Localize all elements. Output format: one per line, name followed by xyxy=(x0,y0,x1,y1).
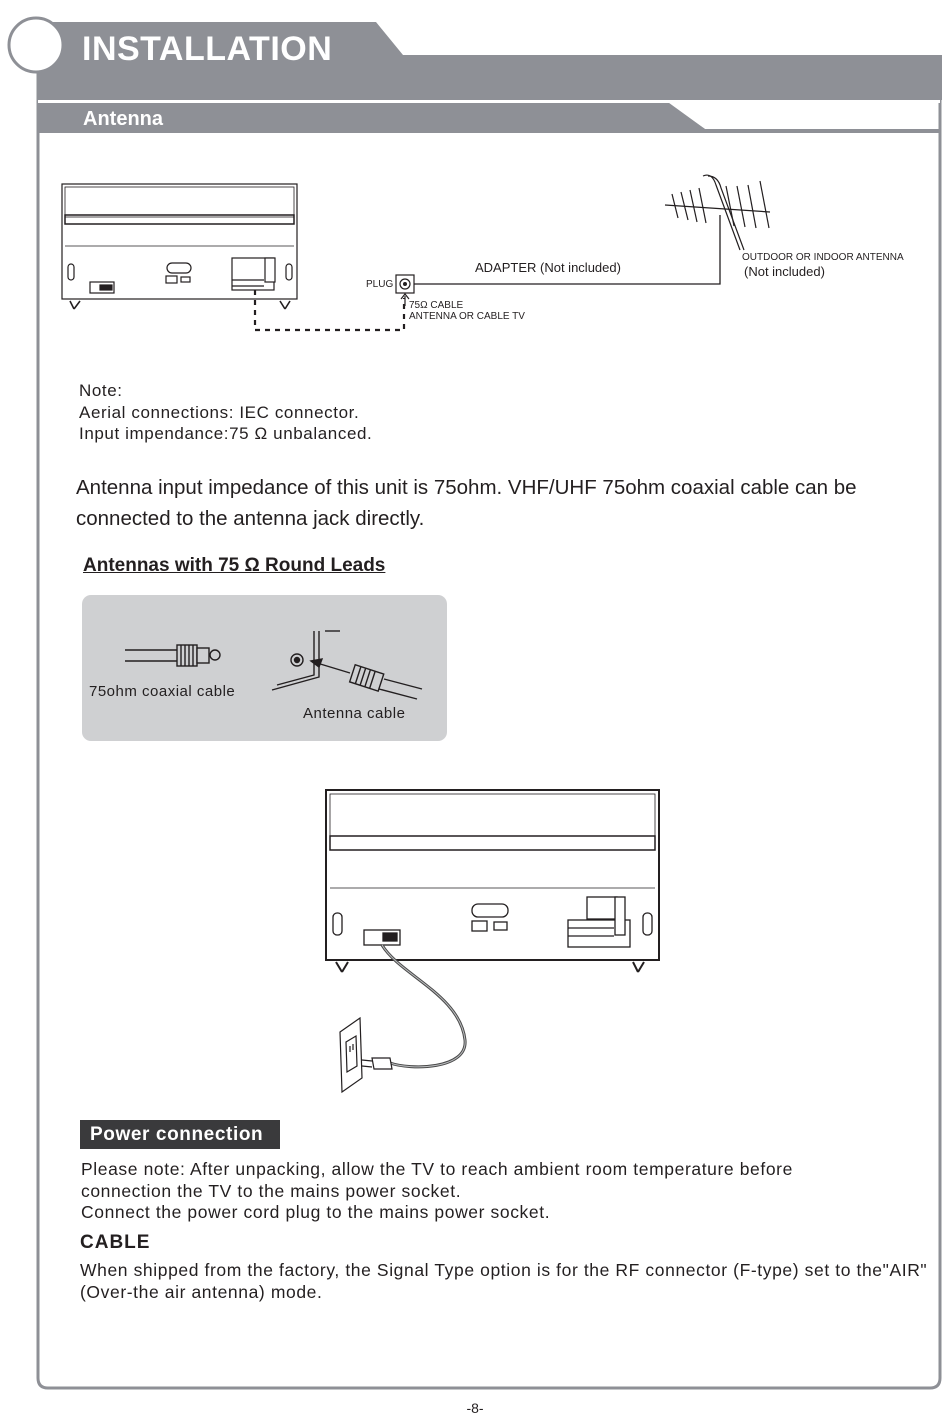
round-leads-heading: Antennas with 75 Ω Round Leads xyxy=(83,555,386,576)
cable-type-label: ANTENNA OR CABLE TV xyxy=(409,311,525,322)
power-note-line-1: Please note: After unpacking, allow the TV to reach ambient room temperature before xyxy=(81,1159,793,1179)
cable-label: 75Ω CABLE xyxy=(409,300,464,311)
section-title-antenna: Antenna xyxy=(83,108,163,130)
note-heading: Note: xyxy=(79,381,123,400)
power-note-line-2: connection the TV to the mains power socket. xyxy=(81,1180,462,1201)
tv-rear-illustration-large xyxy=(326,790,659,972)
antenna-connection-diagram xyxy=(0,0,950,360)
page-number: -8- xyxy=(466,1400,484,1416)
page-title: INSTALLATION xyxy=(82,30,333,68)
antenna-label: OUTDOOR OR INDOOR ANTENNA xyxy=(742,252,904,263)
adapter-label: ADAPTER (Not included) xyxy=(475,260,621,275)
power-connection-diagram xyxy=(300,780,680,1110)
cable-heading: CABLE xyxy=(80,1232,151,1253)
note-line-2: Input impendance:75 Ω unbalanced. xyxy=(79,424,373,443)
cable-text: When shipped from the factory, the Signal Type option is for the RF connector (F-type) set to the"AIR" (Over-the air antenna) mode. xyxy=(80,1260,928,1302)
coax-cable-label: 75ohm coaxial cable xyxy=(89,683,236,700)
round-leads-panel xyxy=(82,595,447,741)
antenna-cable-label: Antenna cable xyxy=(303,705,406,722)
tv-rear-illustration xyxy=(62,184,297,309)
power-connection-badge: Power connection xyxy=(80,1120,280,1149)
power-note xyxy=(81,1159,793,1224)
impedance-paragraph: Antenna input impedance of this unit is 75ohm. VHF/UHF 75ohm coaxial cable can be connected to the antenna jack directly. xyxy=(76,476,857,530)
note-block xyxy=(79,380,372,445)
antenna-icon xyxy=(665,175,770,250)
wall-outlet-icon xyxy=(340,1018,362,1092)
power-plug-icon xyxy=(362,1058,392,1069)
power-note-line-3: Connect the power cord plug to the mains power socket. xyxy=(81,1202,551,1222)
power-cord xyxy=(382,945,465,1067)
antenna-not-included-label: (Not included) xyxy=(744,264,825,279)
note-line-1: Aerial connections: IEC connector. xyxy=(79,402,360,422)
plug-label: PLUG xyxy=(366,279,394,290)
